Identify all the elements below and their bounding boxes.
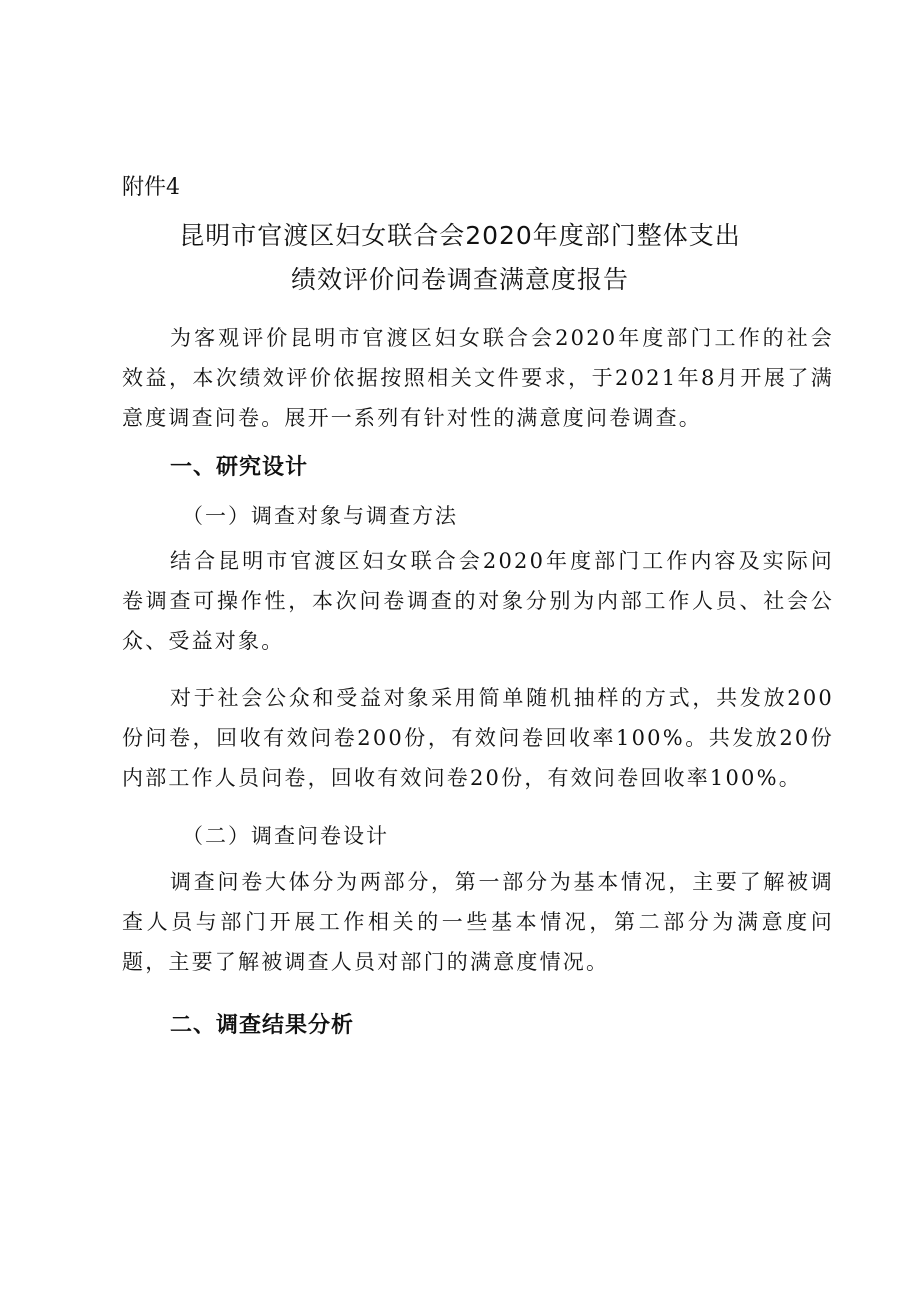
survey-subjects-paragraph: 结合昆明市官渡区妇女联合会2020年度部门工作内容及实际问卷调查可操作性，本次问卷调查的对象分别为内部工作人员、社会公众、受益对象。 — [122, 549, 834, 653]
attachment-label: 附件4 — [122, 175, 180, 200]
sampling-paragraph: 对于社会公众和受益对象采用简单随机抽样的方式，共发放200份问卷，回收有效问卷200份，有效问卷回收率100%。共发放20份内部工作人员问卷，回收有效问卷20份，有效问卷回收率100%。 — [122, 686, 834, 790]
intro-paragraph: 为客观评价昆明市官渡区妇女联合会2020年度部门工作的社会效益，本次绩效评价依据按照相关文件要求，于2021年8月开展了满意度调查问卷。展开一系列有针对性的满意度问卷调查。 — [122, 326, 834, 430]
subsection-heading-survey-subjects: （一）调查对象与调查方法 — [182, 504, 458, 528]
section-heading-research-design: 一、研究设计 — [170, 455, 309, 480]
section-heading-results-analysis: 二、调查结果分析 — [170, 1013, 355, 1038]
questionnaire-design-paragraph: 调查问卷大体分为两部分，第一部分为基本情况，主要了解被调查人员与部门开展工作相关的一些基本情况，第二部分为满意度问题，主要了解被调查人员对部门的满意度情况。 — [122, 870, 834, 974]
document-title-line-1: 昆明市官渡区妇女联合会2020年度部门整体支出 — [179, 221, 741, 250]
document-title-line-2: 绩效评价问卷调查满意度报告 — [290, 265, 629, 294]
subsection-heading-questionnaire-design: （二）调查问卷设计 — [182, 824, 389, 848]
